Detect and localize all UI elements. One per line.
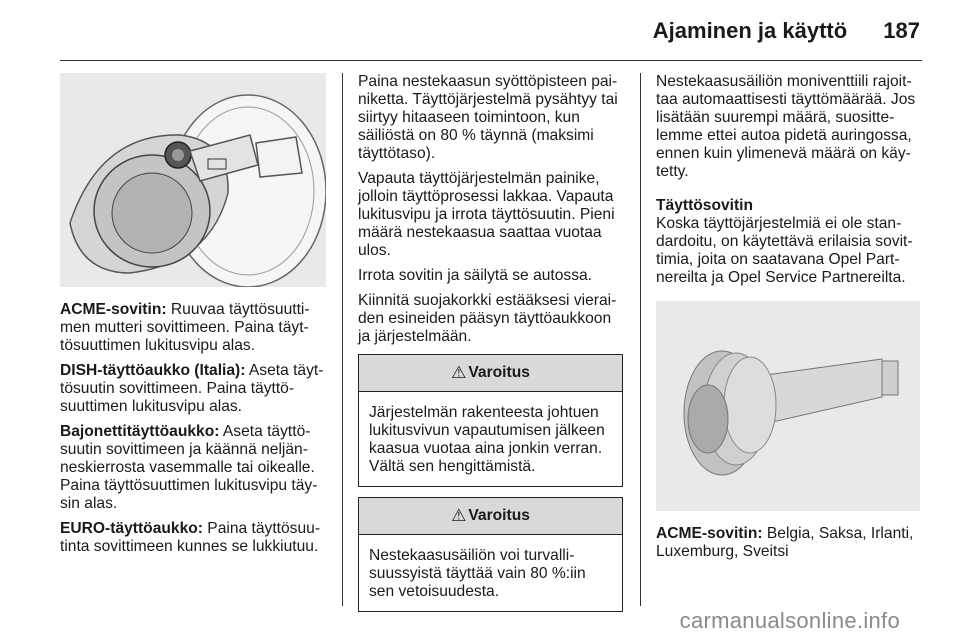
paragraph-subtext: Koska täyttöjärjestelmiä ei ole standardoitu, on käytettävä erilaisia sovittimia, joita on saatavana Opel Partnereilta ja Opel Service Partnereilta. bbox=[656, 215, 913, 286]
paragraph: Paina nestekaasun syöttöpisteen painiketta. Täyttöjärjestelmä pysähtyy tai siirtyy hitaaseen toimintoon, kun säiliöstä on 80 % täynnä (maksimi täyttötaso). bbox=[358, 73, 618, 162]
adapter-drawing bbox=[656, 301, 920, 511]
subheading: Täyttösovitin bbox=[656, 197, 754, 214]
caption-text: Belgia, Saksa, Irlanti, Luxemburg, Sveitsi bbox=[656, 525, 914, 560]
paragraph-acme bbox=[60, 301, 326, 355]
caption-label: ACME-sovitin: bbox=[656, 525, 763, 542]
warning-body: Järjestelmän rakenteesta johtuen lukitusvivun vapautumisen jälkeen kaasua vuotaa aina jonkin verran. Vältä sen hengittämistä. bbox=[369, 404, 605, 475]
column-divider-2 bbox=[640, 73, 641, 606]
header-rule bbox=[60, 60, 922, 61]
paragraph-text: Ruuvaa täyttösuuttimen mutteri sovittimeen. Paina täyttösuuttimen lukitusvipu alas. bbox=[60, 301, 310, 354]
column-3 bbox=[656, 73, 922, 568]
paragraph-label: EURO-täyttöaukko: bbox=[60, 520, 203, 537]
warning-body: Nestekaasusäiliön voi turvallisuussyistä täyttää vain 80 %:iin sen vetoisuudesta. bbox=[369, 547, 586, 600]
page-number: 187 bbox=[883, 18, 920, 43]
warning-box-1 bbox=[358, 354, 623, 487]
paragraph-label: DISH-täyttöaukko (Italia): bbox=[60, 362, 246, 379]
fuel-filler-drawing bbox=[60, 73, 326, 287]
paragraph: Vapauta täyttöjärjestelmän painike, jolloin täyttöprosessi lakkaa. Vapauta lukitusvipu ja irrota täyttösuutin. Pieni määrä nestekaasua saattaa vuotaa ulos. bbox=[358, 170, 615, 259]
paragraph: Kiinnitä suojakorkki estääksesi vieraiden esineiden pääsyn täyttöaukkoon ja järjestelmään. bbox=[358, 292, 617, 345]
warning-header bbox=[359, 355, 622, 392]
paragraph-label: Bajonettitäyttöaukko: bbox=[60, 423, 220, 440]
column-1 bbox=[60, 73, 326, 563]
fuel-filler-illustration bbox=[60, 73, 326, 287]
warning-header bbox=[359, 498, 622, 535]
paragraph: Irrota sovitin ja säilytä se autossa. bbox=[358, 267, 593, 284]
warning-title: Varoitus bbox=[468, 507, 530, 524]
adapter-caption bbox=[656, 525, 922, 561]
paragraph-intro: Nestekaasusäiliön moniventtiili rajoittaa automaattisesti täyttömäärää. Jos lisätään suurempi määrä, suosittelemme ettei autoa pidetä auringossa, ennen kuin ylimenevä määrä on käytetty. bbox=[656, 73, 916, 180]
column-2 bbox=[358, 73, 623, 612]
column-divider-1 bbox=[342, 73, 343, 606]
paragraph-text: Aseta täyttösuutin sovittimeen ja käännä neljänneskierrosta vasemmalle tai oikealle. Paina täyttösuuttimen lukitusvipu täysin alas. bbox=[60, 423, 318, 512]
paragraph-label: ACME-sovitin: bbox=[60, 301, 167, 318]
paragraph-bayonet bbox=[60, 423, 326, 513]
paragraph-text: Paina täyttösuutinta sovittimeen kunnes se lukkiutuu. bbox=[60, 520, 321, 555]
section-title: Ajaminen ja käyttö bbox=[652, 18, 848, 43]
warning-triangle-icon: ⚠ bbox=[451, 363, 467, 382]
paragraph-dish bbox=[60, 362, 326, 416]
paragraph-text: Aseta täyttösuutin sovittimeen. Paina täyttösuuttimen lukitusvipu alas. bbox=[60, 362, 324, 415]
page-header bbox=[653, 18, 920, 44]
warning-triangle-icon: ⚠ bbox=[451, 506, 467, 525]
paragraph-euro bbox=[60, 520, 326, 556]
warning-box-2 bbox=[358, 497, 623, 612]
warning-title: Varoitus bbox=[468, 364, 530, 381]
watermark: carmanualsonline.info bbox=[679, 608, 900, 633]
acme-adapter-illustration bbox=[656, 301, 920, 511]
